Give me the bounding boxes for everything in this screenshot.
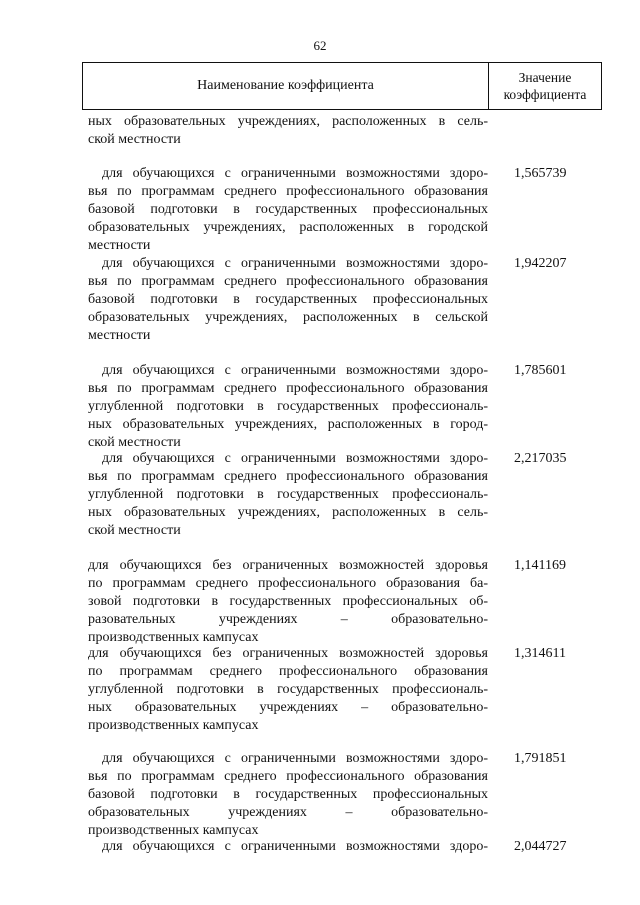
row-text-line: вья по программам среднего профессионального образования [88,381,488,396]
row-text-line: вья по программам среднего профессионального образования [88,184,488,199]
row-text-line: базовой подготовки в государственных профессиональных [88,202,488,217]
row-text-line: вья по программам среднего профессионального образования [88,769,488,784]
row-text-line: местности [88,328,151,343]
row-text-line: углубленной подготовки в государственных профессиональ- [88,487,488,502]
row-text-line: углубленной подготовки в государственных профессиональ- [88,682,488,697]
row-text-line: ской местности [88,435,181,450]
row-text-line: образовательных учреждениях – образовательно- [88,805,488,820]
coefficient-value-1: 1,565739 [514,166,567,181]
coefficient-value-5: 1,141169 [514,558,566,573]
column-header-value-line1: Значение [518,70,572,85]
row-text-line: ных образовательных учреждениях, расположенных в сель- [88,114,488,129]
coefficient-row-6 [88,645,488,735]
row-text-line: зовой подготовки в государственных профессиональных об- [88,594,488,609]
coefficient-value-6: 1,314611 [514,646,566,661]
row-text-line: для обучающихся с ограниченными возможностями здоро- [102,751,488,766]
coefficient-row-8 [88,838,488,856]
row-text-line: по программам среднего профессионального образования [88,664,488,679]
coefficient-row-4 [88,450,488,540]
row-text-line: для обучающихся с ограниченными возможностями здоро- [102,363,488,378]
coefficient-value-8: 2,044727 [514,839,567,854]
row-text-line: ных образовательных учреждениях, расположенных в сель- [88,505,488,520]
coefficient-row-1 [88,165,488,255]
column-header-value [489,63,601,109]
coefficient-value-4: 2,217035 [514,451,567,466]
row-text-line: производственных кампусах [88,630,259,645]
row-text-line: базовой подготовки в государственных профессиональных [88,292,488,307]
coefficient-value-2: 1,942207 [514,256,567,271]
row-text-line: ской местности [88,523,181,538]
row-text-line: углубленной подготовки в государственных профессиональ- [88,399,488,414]
row-text-line: вья по программам среднего профессионального образования [88,469,488,484]
row-text-line: для обучающихся без ограниченных возможностей здоровья [88,646,488,661]
column-header-value-line2: коэффициента [503,87,587,102]
coefficient-row-7 [88,750,488,840]
coefficient-row-0 [88,113,488,149]
coefficient-row-5 [88,557,488,647]
row-text-line: для обучающихся без ограниченных возможностей здоровья [88,558,488,573]
row-text-line: по программам среднего профессионального образования ба- [88,576,488,591]
coefficient-row-2 [88,255,488,345]
row-text-line: производственных кампусах [88,823,259,838]
row-text-line: для обучающихся с ограниченными возможностями здоро- [102,166,488,181]
row-text-line: для обучающихся с ограниченными возможностями здоро- [102,839,488,854]
row-text-line: вья по программам среднего профессионального образования [88,274,488,289]
row-text-line: ных образовательных учреждениях – образовательно- [88,700,488,715]
row-text-line: для обучающихся с ограниченными возможностями здоро- [102,256,488,271]
coefficient-row-3 [88,362,488,452]
row-text-line: образовательных учреждениях, расположенных в сельской [88,310,488,325]
table-header [82,62,602,110]
row-text-line: образовательных учреждениях, расположенных в городской [88,220,488,235]
row-text-line: производственных кампусах [88,718,259,733]
row-text-line: для обучающихся с ограниченными возможностями здоро- [102,451,488,466]
row-text-line: разовательных учреждениях – образовательно- [88,612,488,627]
page-number: 62 [313,38,327,53]
row-text-line: ных образовательных учреждениях, расположенных в город- [88,417,488,432]
row-text-line: базовой подготовки в государственных профессиональных [88,787,488,802]
row-text-line: ской местности [88,132,181,147]
column-header-name: Наименование коэффициента [83,63,489,109]
row-text-line: местности [88,238,151,253]
coefficient-value-7: 1,791851 [514,751,567,766]
coefficient-value-3: 1,785601 [514,363,567,378]
